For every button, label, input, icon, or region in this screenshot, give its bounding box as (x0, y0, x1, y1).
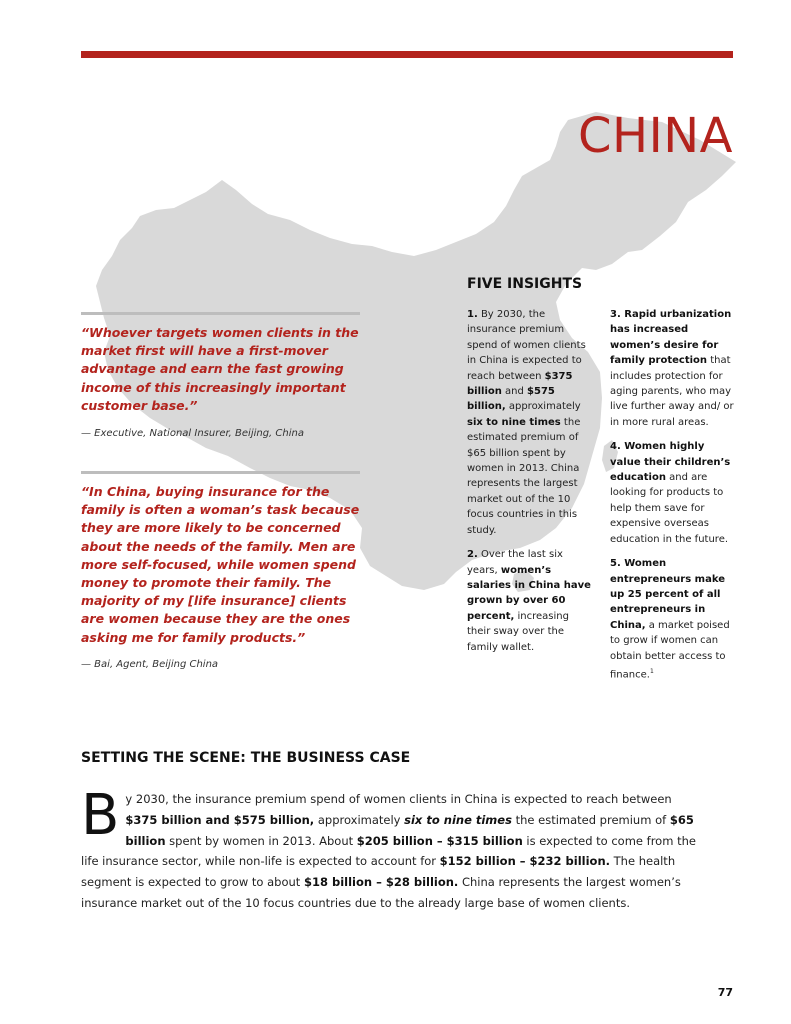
country-title: CHINA (577, 108, 733, 164)
insight-item: 2. Over the last six years, women’s salaries in China have grown by over 60 percent, increasing their sway over the family wallet. (467, 549, 591, 653)
quote-attribution: — Bai, Agent, Beijing China (81, 659, 219, 670)
insights-column-right (610, 307, 738, 692)
insights-heading: FIVE INSIGHTS (467, 276, 583, 292)
insight-item: 1. By 2030, the insurance premium spend of women clients in China is expected to reach between $375 billion and $575 billion, approximately six to nine times the estimated premium of $65 billion spent by women in 2013. China represents the largest market out of the 10 focus countries in this study. (467, 309, 586, 536)
page-number: 77 (717, 986, 733, 999)
insight-item: 4. Women highly value their children’s education and are looking for products to help them save for expensive overseas education in the future. (610, 441, 731, 545)
insights-column-left (467, 307, 591, 664)
quote-attribution: — Executive, National Insurer, Beijing, China (81, 428, 304, 439)
quote-divider (81, 471, 360, 474)
pull-quote-executive: “Whoever targets women clients in the market first will have a first-mover advantage and earn the fast growing income of this increasingly important customer base.” (81, 325, 359, 413)
pull-quote-agent: “In China, buying insurance for the family is often a woman’s task because they are more likely to be concerned about the needs of the family. Men are more self-focused, while women spend money to promote their family. The majority of my [life insurance] clients are women because they are the ones asking me for family products.” (81, 484, 360, 645)
quote-divider (81, 312, 360, 315)
business-case-paragraph: By 2030, the insurance premium spend of women clients in China is expected to reach between $375 billion and $575 billion, approximately six to nine times the estimated premium of $65 billion spent by women in 2013. About $205 billion – $315 billion is expected to come from the life insurance sector, while non-life is expected to account for $152 billion – $232 billion. The health segment is expected to grow to about $18 billion – $28 billion. China represents the largest women’s insurance market out of the 10 focus countries due to the already large base of women clients. (81, 783, 696, 910)
insight-item: 5. Women entrepreneurs make up 25 percent of all entrepreneurs in China, a market poised to grow if women can obtain better access to finance.$^1$ (610, 558, 730, 681)
insight-item: 3. Rapid urbanization has increased women’s desire for family protection that includes protection for aging parents, who may live further away and/ or in more rural areas. (610, 309, 734, 428)
drop-cap: B (81, 783, 120, 848)
section-heading: SETTING THE SCENE: THE BUSINESS CASE (81, 750, 411, 766)
footnote-marker: 1 (649, 667, 654, 675)
